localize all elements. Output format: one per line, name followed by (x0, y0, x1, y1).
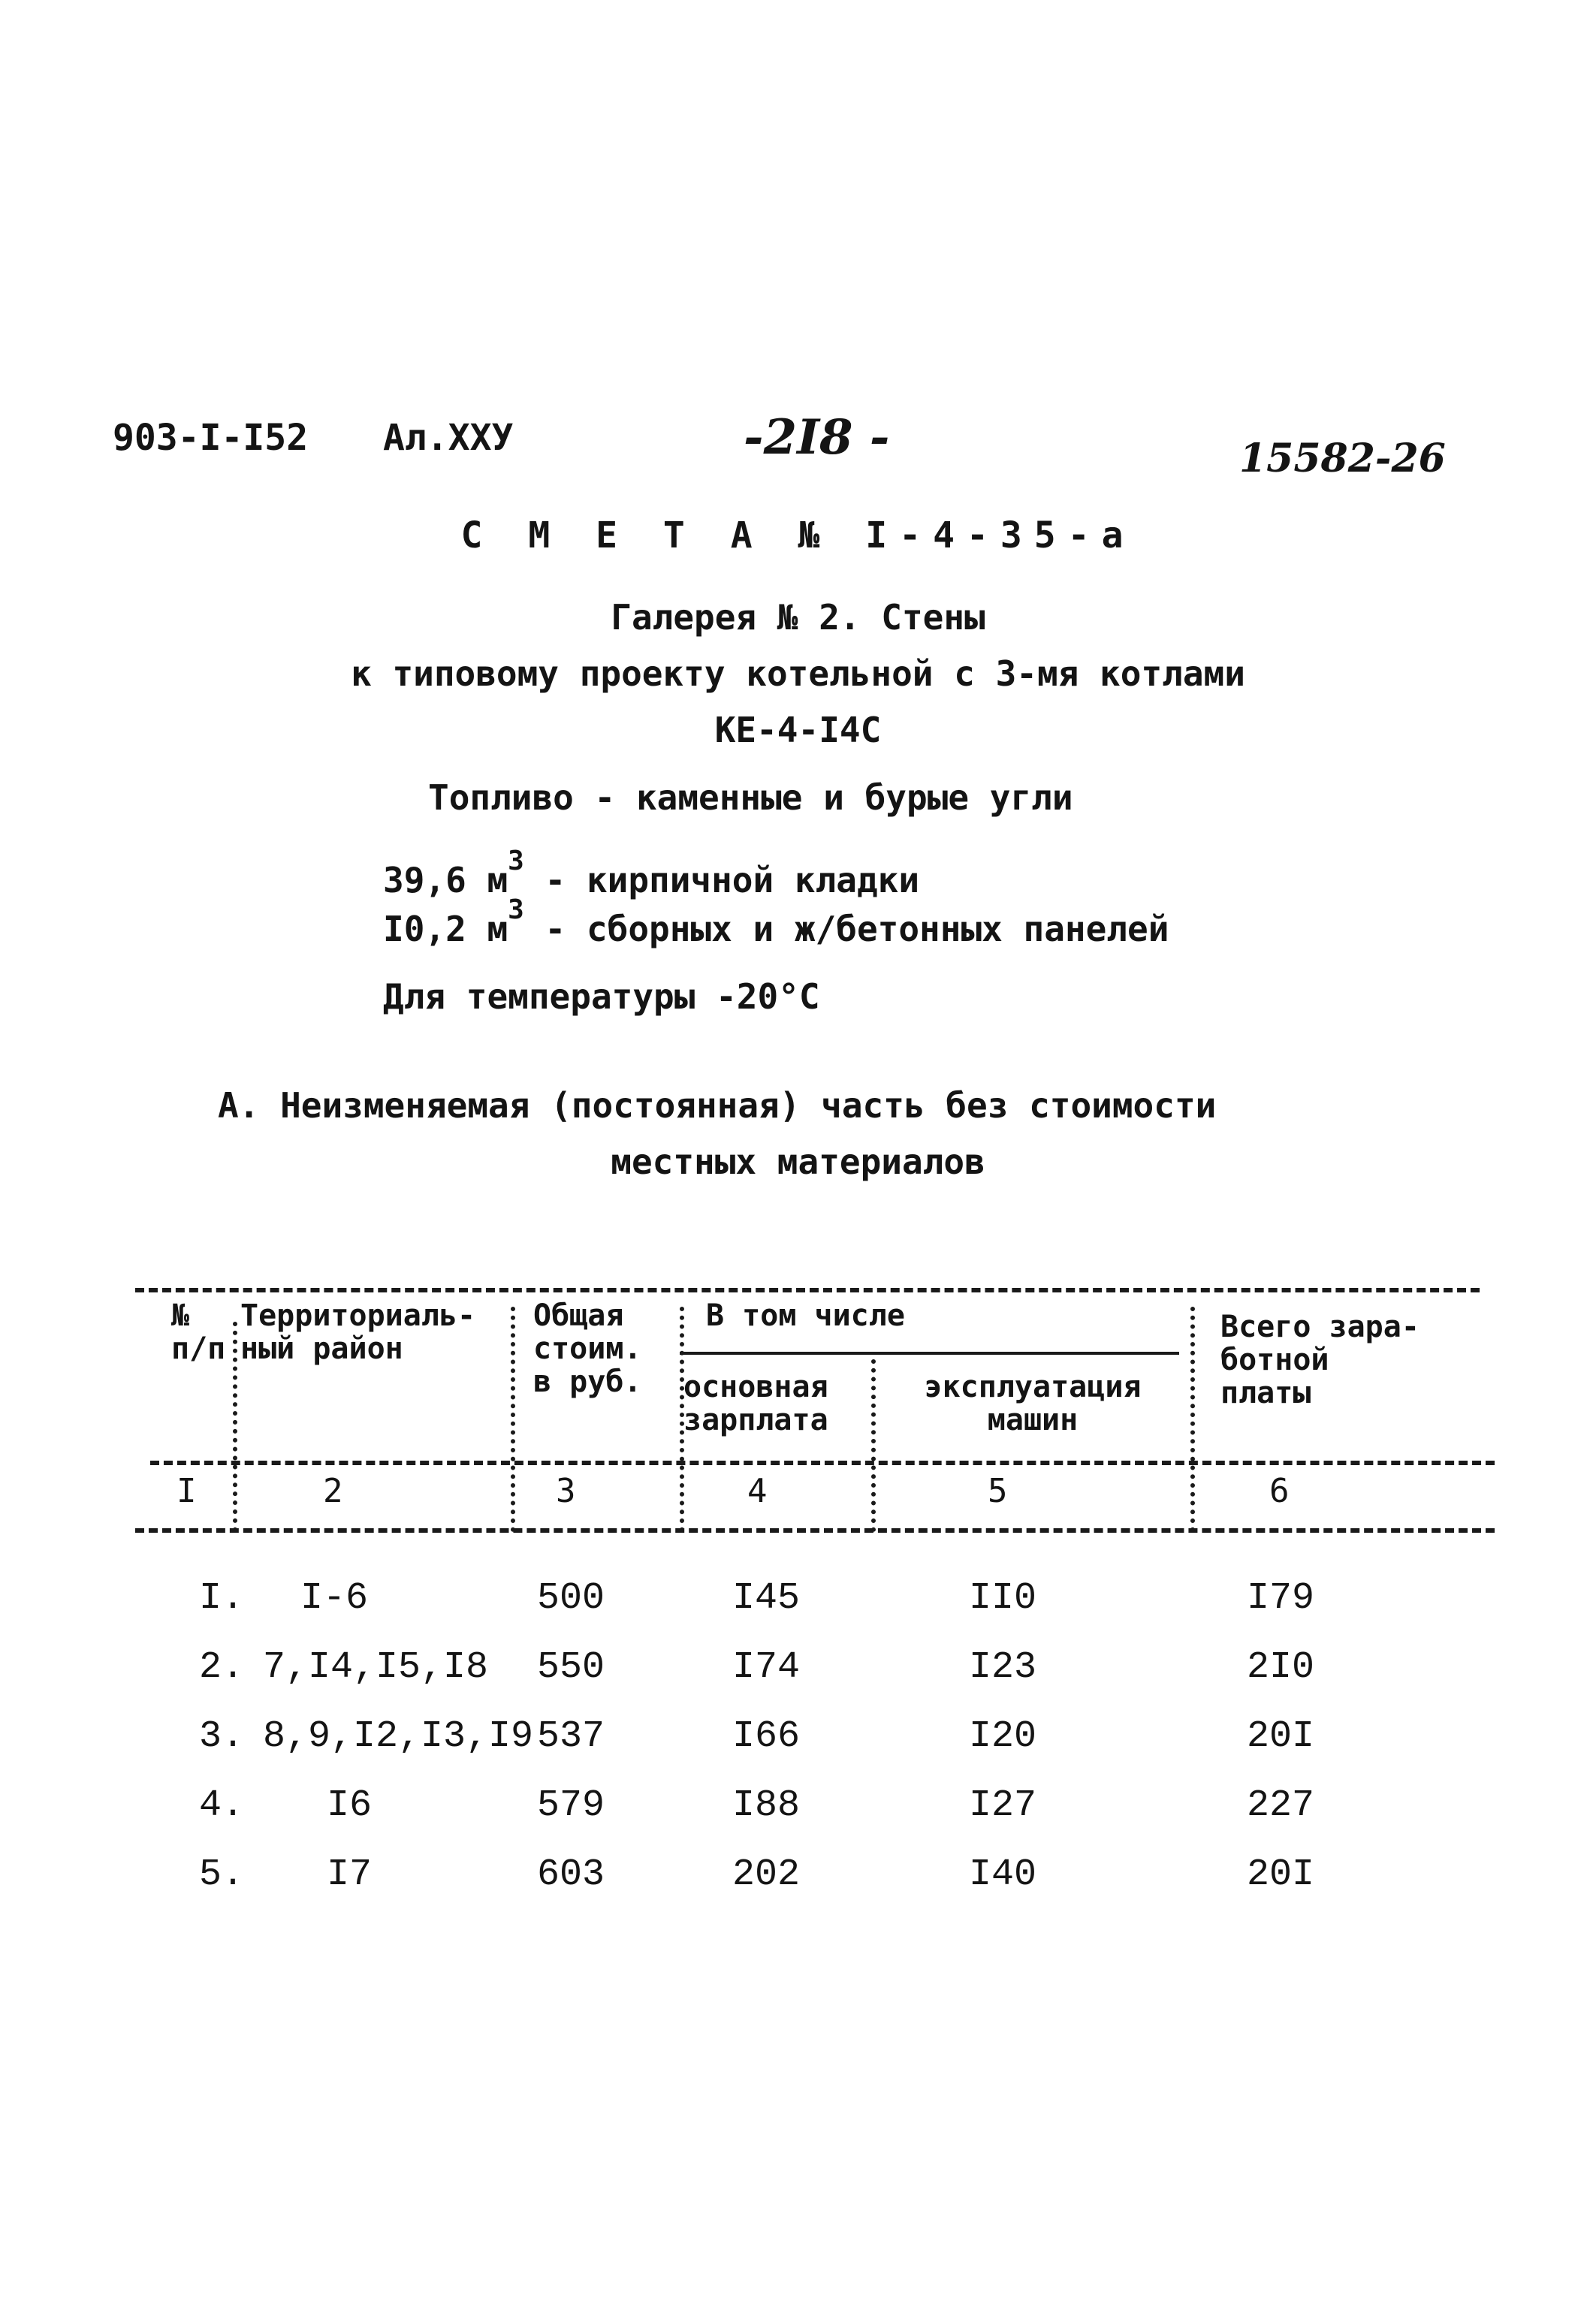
archive-number: 15582-26 (1239, 436, 1446, 481)
row-number: 2. (199, 1646, 245, 1689)
row-machine-operation: I23 (969, 1646, 1037, 1689)
column-numbers-rule (135, 1528, 1495, 1533)
volume-text: - кирпичной кладки (523, 860, 920, 900)
temperature-line: Для температуры -20°С (383, 976, 820, 1017)
column-separator (511, 1307, 515, 1532)
header-region: Территориаль- ный район (240, 1298, 476, 1366)
row-total-cost: 500 (537, 1577, 605, 1620)
fuel-line: Топливо - каменные и бурые угли (428, 777, 1073, 818)
row-number: 3. (199, 1715, 245, 1758)
volume-value: I0,2 м (383, 909, 508, 949)
column-number: 4 (747, 1472, 768, 1510)
row-total-wages: 2I0 (1247, 1646, 1315, 1689)
row-total-wages: 227 (1247, 1784, 1315, 1827)
volume-text: - сборных и ж/бетонных панелей (523, 909, 1169, 949)
section-subtitle: местных материалов (611, 1141, 985, 1182)
table-row (0, 1784, 1596, 1844)
header-num: № п/п (171, 1298, 226, 1366)
row-number: 4. (199, 1784, 245, 1827)
row-base-salary: 202 (732, 1853, 801, 1896)
column-number: 5 (988, 1472, 1008, 1510)
document-code: 903-I-I52 (113, 417, 309, 459)
row-total-wages: 20I (1247, 1853, 1315, 1896)
row-region: I7 (327, 1853, 373, 1896)
column-separator (1190, 1307, 1195, 1532)
row-machine-operation: I40 (969, 1853, 1037, 1896)
row-total-cost: 603 (537, 1853, 605, 1896)
volume-panels (383, 894, 1169, 949)
table-row (0, 1853, 1596, 1913)
row-machine-operation: I27 (969, 1784, 1037, 1827)
gallery-line: Галерея № 2. Стены (611, 597, 985, 638)
project-line: к типовому проекту котельной с 3-мя котлами (351, 653, 1245, 694)
page-number: -2I8 - (744, 409, 890, 466)
header-total-cost: Общая стоим. в руб. (533, 1298, 642, 1399)
row-total-cost: 550 (537, 1646, 605, 1689)
row-total-cost: 537 (537, 1715, 605, 1758)
row-number: I. (199, 1577, 245, 1620)
volume-brickwork (383, 846, 920, 900)
column-separator (871, 1359, 876, 1532)
boiler-model: КЕ-4-I4С (714, 710, 882, 750)
table-row (0, 1646, 1596, 1706)
row-machine-operation: II0 (969, 1577, 1037, 1620)
header-base-salary: основная зарплата (683, 1370, 828, 1437)
row-region: I-6 (300, 1577, 369, 1620)
section-title: А. Неизменяемая (постоянная) часть без стоимости (218, 1085, 1217, 1126)
volume-exponent: 3 (508, 846, 524, 876)
row-region: I6 (327, 1784, 373, 1827)
column-number: I (176, 1472, 197, 1510)
header-total-wages: Всего зара- ботной платы (1220, 1310, 1420, 1410)
volume-exponent: 3 (508, 894, 524, 925)
column-number: 3 (556, 1472, 576, 1510)
table-row (0, 1715, 1596, 1775)
row-region: 7,I4,I5,I8 (263, 1646, 489, 1689)
row-base-salary: I45 (732, 1577, 801, 1620)
row-region: 8,9,I2,I3,I9 (263, 1715, 534, 1758)
header-machine-operation: эксплуатация машин (924, 1370, 1142, 1437)
row-total-cost: 579 (537, 1784, 605, 1827)
column-separator (233, 1322, 237, 1532)
row-total-wages: 20I (1247, 1715, 1315, 1758)
header-bottom-rule (150, 1461, 1495, 1465)
header-including: В том числе (706, 1298, 905, 1333)
estimate-title: С М Е Т А № I-4-35-а (460, 514, 1136, 556)
album-number: Ал.XXУ (383, 417, 514, 459)
row-number: 5. (199, 1853, 245, 1896)
subheader-rule (680, 1352, 1179, 1355)
row-machine-operation: I20 (969, 1715, 1037, 1758)
row-base-salary: I88 (732, 1784, 801, 1827)
column-number: 2 (323, 1472, 343, 1510)
column-number: 6 (1269, 1472, 1290, 1510)
table-row (0, 1577, 1596, 1637)
row-total-wages: I79 (1247, 1577, 1315, 1620)
volume-value: 39,6 м (383, 860, 508, 900)
row-base-salary: I74 (732, 1646, 801, 1689)
table-top-rule (135, 1288, 1480, 1292)
row-base-salary: I66 (732, 1715, 801, 1758)
